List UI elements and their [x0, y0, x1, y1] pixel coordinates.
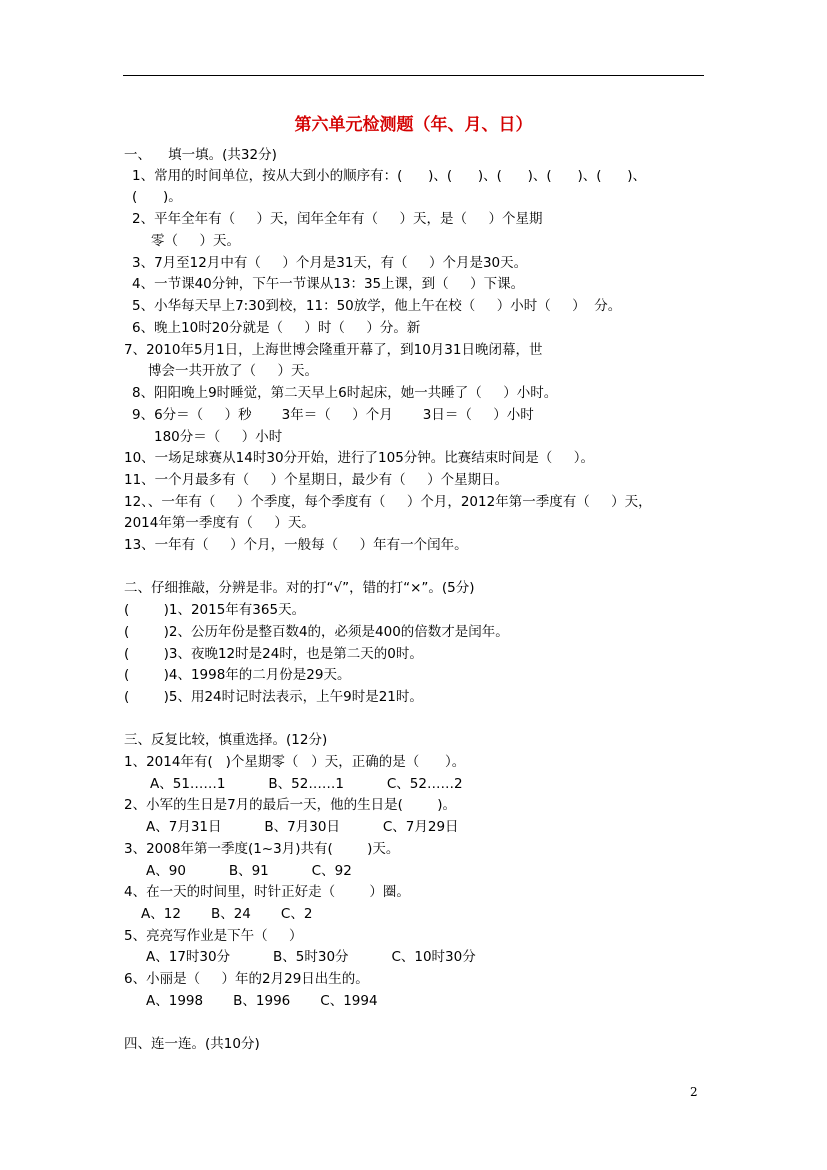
question-line: 10、一场足球赛从14时30分开始，进行了105分钟。比赛结束时间是（ ）。 — [124, 450, 595, 466]
choice-question: 2、小军的生日是7月的最后一天，他的生日是( )。 — [124, 797, 457, 813]
question-line: 零（ ）天。 — [151, 233, 240, 249]
header-rule — [123, 75, 704, 76]
choice-question: 4、在一天的时间里，时针正好走（ ）圈。 — [124, 884, 410, 900]
choice-question: 6、小丽是（ ）年的2月29日出生的。 — [124, 971, 369, 987]
choice-question: 3、2008年第一季度(1~3月)共有( )天。 — [124, 841, 400, 857]
question-line: 9、6分＝（ ）秒 3年＝（ ）个月 3日＝（ ）小时 — [132, 407, 534, 423]
section-1-heading: 一、 填一填。(共32分) — [124, 147, 277, 163]
choice-options: A、1998 B、1996 C、1994 — [146, 993, 378, 1009]
question-line: 1、常用的时间单位，按从大到小的顺序有：( )、( )、( )、( )、( )、 — [132, 168, 646, 184]
true-false-item: ( )5、用24时记时法表示，上午9时是21时。 — [124, 689, 423, 705]
question-line: 2014年第一季度有（ ）天。 — [124, 515, 315, 531]
question-line: 7、2010年5月1日，上海世博会隆重开幕了，到10月31日晚闭幕，世 — [124, 342, 543, 358]
question-line: 2、平年全年有（ ）天，闰年全年有（ ）天，是（ ）个星期 — [132, 211, 543, 227]
true-false-item: ( )4、1998年的二月份是29天。 — [124, 667, 351, 683]
section-2-heading: 二、仔细推敲，分辨是非。对的打“√”，错的打“×”。(5分) — [124, 580, 475, 596]
question-line: 3、7月至12月中有（ ）个月是31天，有（ ）个月是30天。 — [132, 255, 528, 271]
question-line: 5、小华每天早上7:30到校，11：50放学，他上午在校（ ）小时（ ） 分。 — [132, 298, 622, 314]
choice-options: A、17时30分 B、5时30分 C、10时30分 — [146, 949, 476, 965]
question-line: 11、一个月最多有（ ）个星期日，最少有（ ）个星期日。 — [124, 472, 509, 488]
choice-options: A、12 B、24 C、2 — [141, 906, 313, 922]
question-line: ( )。 — [132, 189, 182, 205]
question-line: 180分＝（ ）小时 — [154, 429, 283, 445]
true-false-item: ( )1、2015年有365天。 — [124, 602, 306, 618]
page-number: 2 — [690, 1085, 698, 1099]
section-3-heading: 三、反复比较，慎重选择。(12分) — [124, 732, 328, 748]
true-false-item: ( )2、公历年份是整百数4的，必须是400的倍数才是闰年。 — [124, 624, 509, 640]
choice-question: 1、2014年有( )个星期零（ ）天，正确的是（ ）。 — [124, 754, 466, 770]
question-line: 13、一年有（ ）个月，一般每（ ）年有一个闰年。 — [124, 537, 468, 553]
choice-options: A、51……1 B、52……1 C、52……2 — [150, 776, 463, 792]
true-false-item: ( )3、夜晚12时是24时，也是第二天的0时。 — [124, 646, 423, 662]
section-4-heading: 四、连一连。(共10分) — [124, 1036, 260, 1052]
question-line: 博会一共开放了（ ）天。 — [148, 363, 318, 379]
choice-options: A、7月31日 B、7月30日 C、7月29日 — [146, 819, 459, 835]
question-line: 4、一节课40分钟，下午一节课从13：35上课，到（ ）下课。 — [132, 276, 525, 292]
choice-question: 5、亮亮写作业是下午（ ） — [124, 928, 303, 944]
question-line: 12、、一年有（ ）个季度，每个季度有（ ）个月，2012年第一季度有（ ）天， — [124, 494, 652, 510]
page-title: 第六单元检测题（年、月、日） — [294, 115, 533, 135]
choice-options: A、90 B、91 C、92 — [146, 863, 352, 879]
question-line: 6、晚上10时20分就是（ ）时（ ）分。新 — [132, 320, 421, 336]
question-line: 8、阳阳晚上9时睡觉，第二天早上6时起床，她一共睡了（ ）小时。 — [132, 385, 558, 401]
